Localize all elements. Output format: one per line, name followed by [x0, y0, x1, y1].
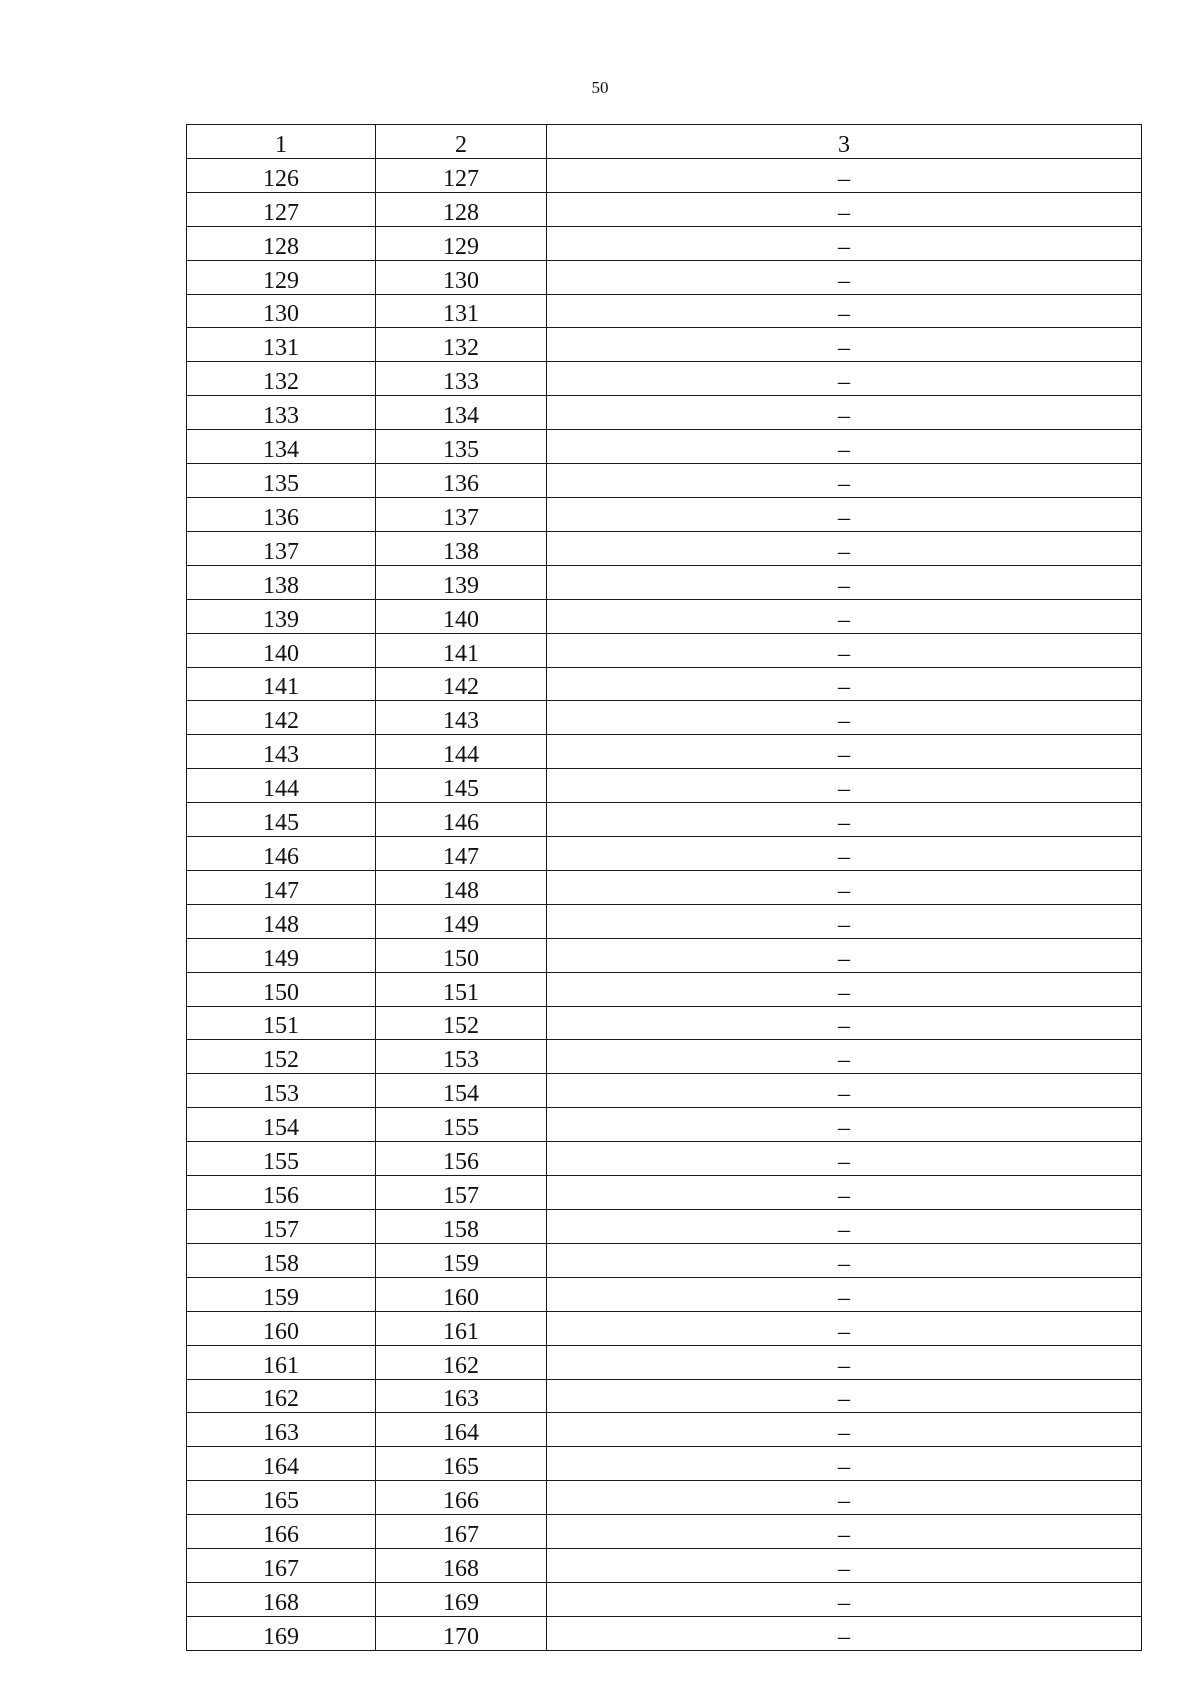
table-cell-col-2: 159 — [376, 1243, 547, 1277]
table-row — [187, 1243, 1142, 1277]
table-cell-col-1: 139 — [187, 599, 376, 633]
table-row — [187, 531, 1142, 565]
table-row — [187, 1413, 1142, 1447]
table-cell-col-1: 147 — [187, 870, 376, 904]
table-cell-col-1: 166 — [187, 1515, 376, 1549]
header-cell-1: 1 — [187, 125, 376, 159]
table-cell-col-2: 130 — [376, 260, 547, 294]
table-cell-col-2: 158 — [376, 1210, 547, 1244]
header-row — [187, 125, 1142, 159]
table-cell-col-1: 159 — [187, 1277, 376, 1311]
table-cell-col-3: – — [547, 362, 1142, 396]
table-cell-col-1: 131 — [187, 328, 376, 362]
table-row — [187, 769, 1142, 803]
table-cell-col-1: 129 — [187, 260, 376, 294]
table-cell-col-2: 154 — [376, 1074, 547, 1108]
table-cell-col-2: 162 — [376, 1345, 547, 1379]
table-cell-col-2: 144 — [376, 735, 547, 769]
table-cell-col-2: 165 — [376, 1447, 547, 1481]
table-row — [187, 1582, 1142, 1616]
table-body — [187, 125, 1142, 1651]
table-row — [187, 633, 1142, 667]
table-cell-col-1: 127 — [187, 192, 376, 226]
header-cell-2: 2 — [376, 125, 547, 159]
table-cell-col-3: – — [547, 260, 1142, 294]
table-cell-col-3: – — [547, 328, 1142, 362]
table-cell-col-3: – — [547, 599, 1142, 633]
table-cell-col-3: – — [547, 972, 1142, 1006]
table-cell-col-3: – — [547, 1345, 1142, 1379]
table-row — [187, 1515, 1142, 1549]
table-cell-col-3: – — [547, 1243, 1142, 1277]
table-cell-col-3: – — [547, 870, 1142, 904]
table-cell-col-3: – — [547, 701, 1142, 735]
table-cell-col-1: 144 — [187, 769, 376, 803]
table-row — [187, 158, 1142, 192]
data-table — [186, 124, 1142, 1651]
table-row — [187, 701, 1142, 735]
table-cell-col-3: – — [547, 1040, 1142, 1074]
table-cell-col-3: – — [547, 1515, 1142, 1549]
table-cell-col-3: – — [547, 735, 1142, 769]
table-row — [187, 192, 1142, 226]
table-cell-col-1: 158 — [187, 1243, 376, 1277]
table-cell-col-1: 137 — [187, 531, 376, 565]
table-cell-col-3: – — [547, 803, 1142, 837]
table-cell-col-3: – — [547, 769, 1142, 803]
table-cell-col-1: 150 — [187, 972, 376, 1006]
table-cell-col-1: 168 — [187, 1582, 376, 1616]
table-cell-col-3: – — [547, 904, 1142, 938]
table-row — [187, 362, 1142, 396]
table-row — [187, 667, 1142, 701]
table-cell-col-1: 140 — [187, 633, 376, 667]
table-cell-col-2: 152 — [376, 1006, 547, 1040]
table-cell-col-2: 131 — [376, 294, 547, 328]
table-cell-col-1: 154 — [187, 1108, 376, 1142]
table-cell-col-1: 138 — [187, 565, 376, 599]
table-cell-col-3: – — [547, 667, 1142, 701]
table-cell-col-3: – — [547, 294, 1142, 328]
header-cell-3: 3 — [547, 125, 1142, 159]
table-cell-col-2: 132 — [376, 328, 547, 362]
table-row — [187, 497, 1142, 531]
table-cell-col-1: 163 — [187, 1413, 376, 1447]
table-row — [187, 565, 1142, 599]
table-cell-col-2: 151 — [376, 972, 547, 1006]
table-cell-col-1: 141 — [187, 667, 376, 701]
table-cell-col-1: 143 — [187, 735, 376, 769]
table-row — [187, 396, 1142, 430]
table-row — [187, 294, 1142, 328]
table-cell-col-3: – — [547, 226, 1142, 260]
table-cell-col-1: 130 — [187, 294, 376, 328]
table-cell-col-3: – — [547, 1447, 1142, 1481]
table-row — [187, 260, 1142, 294]
table-cell-col-3: – — [547, 497, 1142, 531]
table-cell-col-1: 145 — [187, 803, 376, 837]
table-row — [187, 1142, 1142, 1176]
table-cell-col-2: 137 — [376, 497, 547, 531]
table-cell-col-2: 127 — [376, 158, 547, 192]
table-cell-col-2: 128 — [376, 192, 547, 226]
table-cell-col-1: 153 — [187, 1074, 376, 1108]
table-cell-col-2: 129 — [376, 226, 547, 260]
table-cell-col-3: – — [547, 1379, 1142, 1413]
table-row — [187, 735, 1142, 769]
table-cell-col-3: – — [547, 158, 1142, 192]
table-cell-col-1: 161 — [187, 1345, 376, 1379]
table-cell-col-2: 170 — [376, 1616, 547, 1650]
table-cell-col-3: – — [547, 1210, 1142, 1244]
table-row — [187, 430, 1142, 464]
table-cell-col-3: – — [547, 1277, 1142, 1311]
table-cell-col-1: 149 — [187, 938, 376, 972]
table-cell-col-2: 166 — [376, 1481, 547, 1515]
table-cell-col-2: 168 — [376, 1549, 547, 1583]
table-cell-col-3: – — [547, 633, 1142, 667]
table-cell-col-2: 133 — [376, 362, 547, 396]
table-cell-col-2: 141 — [376, 633, 547, 667]
table-cell-col-2: 143 — [376, 701, 547, 735]
table-cell-col-2: 139 — [376, 565, 547, 599]
table-row — [187, 972, 1142, 1006]
table-row — [187, 938, 1142, 972]
table-row — [187, 328, 1142, 362]
table-cell-col-3: – — [547, 430, 1142, 464]
table-cell-col-1: 157 — [187, 1210, 376, 1244]
table-cell-col-3: – — [547, 1108, 1142, 1142]
table-cell-col-1: 146 — [187, 837, 376, 871]
table-cell-col-1: 148 — [187, 904, 376, 938]
table-cell-col-2: 160 — [376, 1277, 547, 1311]
table-cell-col-3: – — [547, 1481, 1142, 1515]
table-row — [187, 803, 1142, 837]
table-cell-col-2: 169 — [376, 1582, 547, 1616]
table-cell-col-3: – — [547, 1006, 1142, 1040]
table-cell-col-2: 147 — [376, 837, 547, 871]
table-cell-col-3: – — [547, 565, 1142, 599]
table-cell-col-2: 163 — [376, 1379, 547, 1413]
table-row — [187, 1549, 1142, 1583]
table-cell-col-2: 149 — [376, 904, 547, 938]
table-row — [187, 870, 1142, 904]
table-cell-col-2: 167 — [376, 1515, 547, 1549]
table-cell-col-2: 135 — [376, 430, 547, 464]
table-cell-col-3: – — [547, 1549, 1142, 1583]
table-cell-col-2: 138 — [376, 531, 547, 565]
table-row — [187, 1210, 1142, 1244]
table-row — [187, 464, 1142, 498]
table-row — [187, 226, 1142, 260]
table-cell-col-1: 169 — [187, 1616, 376, 1650]
table-cell-col-1: 134 — [187, 430, 376, 464]
table-cell-col-3: – — [547, 1616, 1142, 1650]
table-cell-col-1: 164 — [187, 1447, 376, 1481]
table-row — [187, 1277, 1142, 1311]
table-row — [187, 1447, 1142, 1481]
page-number: 50 — [591, 78, 609, 97]
table-cell-col-1: 126 — [187, 158, 376, 192]
table-row — [187, 1176, 1142, 1210]
table-row — [187, 1006, 1142, 1040]
table-cell-col-2: 146 — [376, 803, 547, 837]
table-cell-col-1: 136 — [187, 497, 376, 531]
table-row — [187, 1345, 1142, 1379]
table-cell-col-3: – — [547, 464, 1142, 498]
table-cell-col-1: 160 — [187, 1311, 376, 1345]
table-row — [187, 1379, 1142, 1413]
table-cell-col-1: 135 — [187, 464, 376, 498]
table-cell-col-3: – — [547, 1311, 1142, 1345]
table-cell-col-2: 164 — [376, 1413, 547, 1447]
table-cell-col-2: 145 — [376, 769, 547, 803]
table-cell-col-3: – — [547, 396, 1142, 430]
table-cell-col-3: – — [547, 192, 1142, 226]
table-cell-col-3: – — [547, 1176, 1142, 1210]
table-cell-col-3: – — [547, 531, 1142, 565]
table-cell-col-1: 162 — [187, 1379, 376, 1413]
table-cell-col-2: 134 — [376, 396, 547, 430]
table-cell-col-1: 152 — [187, 1040, 376, 1074]
table-cell-col-1: 142 — [187, 701, 376, 735]
table-cell-col-3: – — [547, 1413, 1142, 1447]
table-cell-col-3: – — [547, 1142, 1142, 1176]
table-row — [187, 599, 1142, 633]
table-cell-col-1: 128 — [187, 226, 376, 260]
table-cell-col-3: – — [547, 938, 1142, 972]
table-cell-col-2: 150 — [376, 938, 547, 972]
table-cell-col-1: 132 — [187, 362, 376, 396]
table-cell-col-2: 153 — [376, 1040, 547, 1074]
table-cell-col-2: 140 — [376, 599, 547, 633]
table-cell-col-2: 161 — [376, 1311, 547, 1345]
table-cell-col-2: 156 — [376, 1142, 547, 1176]
table-row — [187, 1616, 1142, 1650]
table-row — [187, 1481, 1142, 1515]
table-cell-col-3: – — [547, 1074, 1142, 1108]
table-cell-col-1: 167 — [187, 1549, 376, 1583]
table-row — [187, 904, 1142, 938]
table-cell-col-1: 155 — [187, 1142, 376, 1176]
table-row — [187, 1040, 1142, 1074]
table-cell-col-3: – — [547, 837, 1142, 871]
table-row — [187, 1108, 1142, 1142]
table-cell-col-2: 157 — [376, 1176, 547, 1210]
table-cell-col-1: 133 — [187, 396, 376, 430]
table-cell-col-2: 148 — [376, 870, 547, 904]
table-cell-col-1: 165 — [187, 1481, 376, 1515]
table-cell-col-2: 136 — [376, 464, 547, 498]
table-cell-col-1: 151 — [187, 1006, 376, 1040]
table-row — [187, 1074, 1142, 1108]
table-cell-col-1: 156 — [187, 1176, 376, 1210]
table-row — [187, 837, 1142, 871]
table-cell-col-3: – — [547, 1582, 1142, 1616]
table-cell-col-2: 155 — [376, 1108, 547, 1142]
table-cell-col-2: 142 — [376, 667, 547, 701]
table-row — [187, 1311, 1142, 1345]
